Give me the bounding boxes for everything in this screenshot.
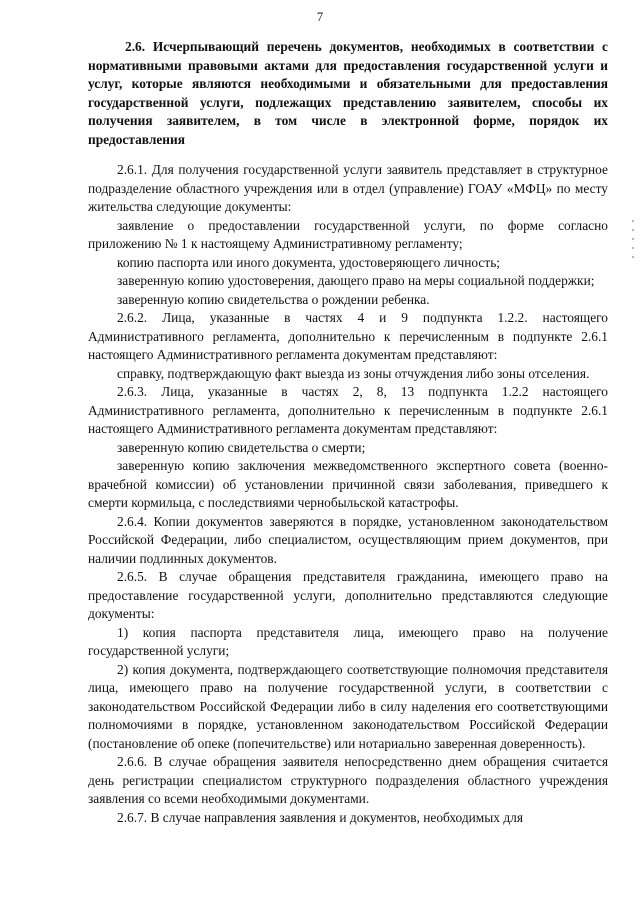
paragraph-2-6-4: 2.6.4. Копии документов заверяются в порядке, установленном законодательством Российской Федерации, либо специалистом, осуществляющим прием документов, при наличии подлинных документов. [88,513,608,566]
document-body [88,161,608,827]
paragraph-2-6-5: 2.6.5. В случае обращения представителя гражданина, имеющего право на предоставление государственной услуги, дополнительно представляются следующие документы: [88,569,608,621]
paragraph-2-6-7: 2.6.7. В случае направления заявления и документов, необходимых для [117,809,523,825]
list-item-representative-authority: 2) копия документа, подтверждающего соответствующие полномочия представителя лица, имеющего право на получение государственной услуги, в соответствии с законодательством Российской Федерации либо в силу наделения его соответствующими полномочиями в порядке, установленном законодательством Российской Федерации (постановление об опеке (попечительстве) или нотариально заверенная доверенность). [88,661,608,751]
scan-artifact-marks [632,220,636,280]
list-item-passport-copy: копию паспорта или иного документа, удостоверяющего личность; [117,254,501,270]
list-item-application: заявление о предоставлении государственной услуги, по форме согласно приложению № 1 к настоящему Административному регламенту; [88,217,608,251]
paragraph-2-6-3: 2.6.3. Лица, указанные в частях 2, 8, 13 подпункта 1.2.2 настоящего Административного регламента, дополнительно к перечисленным в подпункте 2.6.1 настоящего Административного регламента документам представляют: [88,384,608,436]
paragraph-2-6-1: 2.6.1. Для получения государственной услуги заявитель представляет в структурное подразделение областного учреждения или в отдел (управление) ГОАУ «МФЦ» по месту жительства следующие документы: [88,162,608,214]
list-item-representative-passport: 1) копия паспорта представителя лица, имеющего право на получение государственной услуги; [88,624,608,658]
list-item-certificate-copy: заверенную копию удостоверения, дающего право на меры социальной поддержки; [117,273,595,288]
paragraph-2-6-2: 2.6.2. Лица, указанные в частях 4 и 9 подпункта 1.2.2. настоящего Административного регламента, дополнительно к перечисленным в подпункте 2.6.1 настоящего Административного регламента документам представляют: [88,310,608,362]
list-item-expert-conclusion: заверенную копию заключения межведомственного экспертного совета (военно-врачебной комиссии) об установлении причинной связи заболевания, приведшего к смерти кормильца, с последствиями чернобыльской катастрофы. [88,458,608,510]
section-heading: 2.6. Исчерпывающий перечень документов, необходимых в соответствии с нормативными правовыми актами для предоставления государственной услуги и услуг, которые являются необходимыми и обязательными для предоставления государственной услуги, подлежащих представлению заявителем, способы их получения заявителем, в том числе в электронной форме, порядок их предоставления [88,39,608,147]
paragraph-2-6-6: 2.6.6. В случае обращения заявителя непосредственно днем обращения считается день регистрации специалистом структурного подразделения областного учреждения заявления со всеми необходимыми документами. [88,754,608,806]
list-item-birth-certificate: заверенную копию свидетельства о рождении ребенка. [117,291,430,307]
list-item-death-certificate: заверенную копию свидетельства о смерти; [117,439,366,455]
page-number: 7 [316,10,324,24]
list-item-departure-certificate: справку, подтверждающую факт выезда из зоны отчуждения либо зоны отселения. [117,365,590,381]
